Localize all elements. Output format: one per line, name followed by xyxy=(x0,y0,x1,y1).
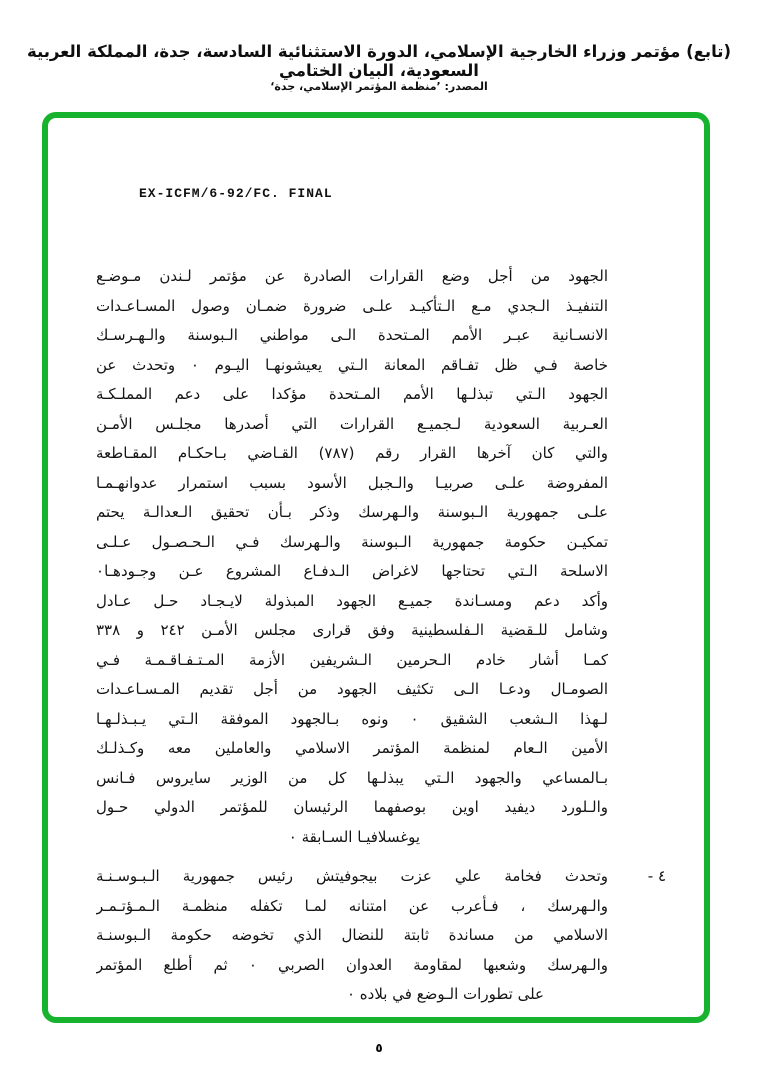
text-line: الأمين الـعام لمنظمة المؤتمر الاسلامي والعاملين معه وكـذلـك xyxy=(96,739,608,757)
text-line: لـهذا الـشعب الشقيق ٠ ونوه بـالجهود الموفقة الـتي يـبـذلـهـا xyxy=(96,709,608,728)
document-frame xyxy=(42,112,710,1023)
text-line: الانسـانية عبـر الأمم المـتحدة الـى مواطني الـبوسنة والـهـرسـك xyxy=(96,326,608,344)
text-line: تمكيـن حكومة جمهورية الـبوسنة والـهرسك فـي الـحـصـول عـلـى xyxy=(96,532,608,551)
text-line: كمـا أشار خادم الـحرمين الـشريفين الأزمة المـتـفـاقـمـة فـي xyxy=(96,650,608,669)
text-line: العـربية السعودية لـجميـع القرارات التي أصدرها مجلـس الأمـن xyxy=(96,414,608,433)
text-line: الصومـال ودعـا الـى تكثيف الجهود من أجل تقديم المـسـاعـدات xyxy=(96,680,608,698)
text-line: والـهرسك ، فـأعرب عن امتنانه لمـا تكفله منظمـة الـمـؤتـمـر xyxy=(96,896,608,915)
text-line: المفروضة علـى صربيـا والـجبل الأسود بسبب استمرار عدوانهـمـا xyxy=(96,473,608,492)
text-line: الاسلامي من مساندة ثابتة للنضال الذي تخوضه حكومة الـبوسنـة xyxy=(96,926,608,944)
text-line: خاصة فـي ظل تفـاقم المعانة الـتي يعيشونهـا اليـوم ٠ وتحدث عن xyxy=(96,355,608,374)
text-line: والـهرسك وشعبها لمقاومة العدوان الصربي ٠ ثم أطلع المؤتمر xyxy=(96,955,608,974)
page-header-title: (تابع) مؤتمر وزراء الخارجية الإسلامي، الدورة الاستثنائية السادسة، جدة، المملكة العربية السعودية، البيان الختامي xyxy=(26,42,732,80)
page-number: ٥ xyxy=(375,1041,383,1055)
document-reference-code: EX-ICFM/6-92/FC. FINAL xyxy=(139,186,333,201)
text-line: يوغسلافيـا السـابقة ٠ xyxy=(288,827,420,846)
text-line: الجهود من أجل وضع القرارات الصادرة عن مؤتمر لـندن مـوضـع xyxy=(96,267,608,285)
text-line: علـى جمهورية الـبوسنة والـهرسك وذكر بـأن تحقيق الـعدالـة يحتم xyxy=(96,503,608,521)
text-line: بـالمساعي والجهود الـتي يبذلـها كل من الوزير سايروس فـانس xyxy=(96,768,608,787)
text-line: والـلورد ديفيد اوين بوصفهما الرئيسان للمؤتمر الدولي حـول xyxy=(96,798,608,816)
text-line: والتي كان آخرها القرار رقم (٧٨٧) القـاضي بـاحكـام المقـاطعة xyxy=(96,444,608,462)
text-line: وأكد دعم ومسـاندة جميـع الجهود المبذولة لايـجـاد حـل عـادل xyxy=(96,591,608,610)
paragraph-continuation xyxy=(96,262,608,852)
text-line: الاسلحة الـتي تحتاجها لاغراض الـدفـاع المشروع عـن وجـودهـا٠ xyxy=(96,562,608,580)
paragraph-4-marker: ٤ - xyxy=(647,867,666,885)
text-line: على تطورات الـوضع في بلاده ٠ xyxy=(346,985,544,1003)
document-body xyxy=(96,262,666,1010)
text-line: وشامل للـقضية الـفلسطينية وفق قرارى مجلس الأمـن ٢٤٢ و ٣٣٨ xyxy=(96,621,608,639)
text-line: الجهود الـتي تبذلـها الأمم المـتحدة مؤكدا على دعم المملـكـة xyxy=(96,385,608,403)
page-header-source: المصدر: ’منظمة المؤتمر الإسلامي، جدة‘ xyxy=(270,80,488,93)
paragraph-4 xyxy=(96,862,666,1010)
text-line: التنفيـذ الـجدي مـع الـتأكيـد علـى ضرورة ضمـان وصول المسـاعـدات xyxy=(96,296,608,315)
text-line: وتحدث فخامة علي عزت بيجوفيتش رئيس جمهورية الـبـوسـنـة xyxy=(96,867,608,885)
